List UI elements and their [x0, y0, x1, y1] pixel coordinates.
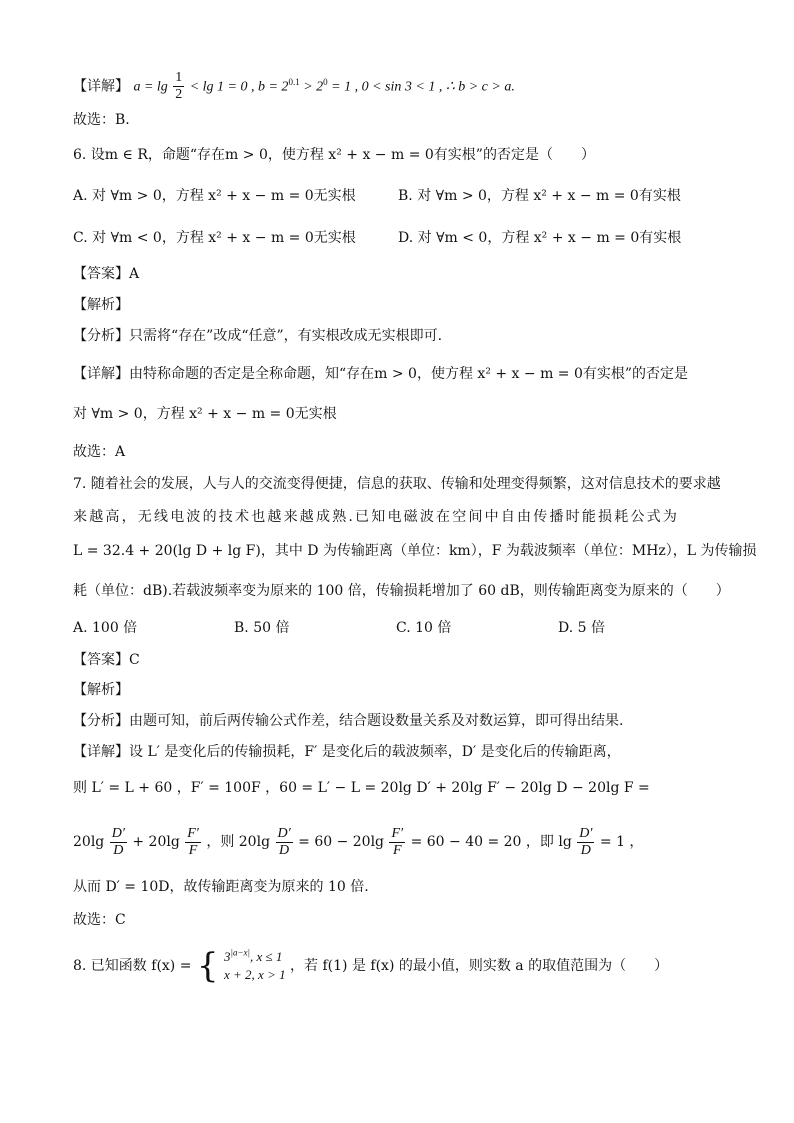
q6-detail-line2: 对 ∀m > 0，方程 x² + x − m = 0无实根 [73, 406, 337, 422]
case-2: x + 2, x > 1 [224, 967, 286, 982]
eq2-frac-1 [110, 826, 127, 859]
q8-stem-b: ，若 f(1) 是 f(x) 的最小值，则实数 a 的取值范围为（ ） [290, 958, 669, 974]
eq2-frac-2 [185, 826, 201, 859]
eq2-d: = 60 − 20lg [298, 834, 385, 850]
frac-num: D′ [277, 825, 291, 841]
q7-answer-line [73, 650, 140, 670]
fenxi-text: 由题可知，前后两传输公式作差，结合题设数量关系及对数运算，即可得出结果. [129, 713, 624, 729]
fenxi-tag: 【分析】 [73, 713, 129, 729]
frac-num: F′ [187, 825, 199, 841]
q6-choice: 故选：A [73, 444, 126, 460]
q8-stem [73, 944, 668, 988]
case-1 [224, 948, 286, 966]
q7-equation-2 [73, 822, 643, 862]
q6-option-b: B. 对 ∀m > 0，方程 x² + x − m = 0有实根 [398, 188, 681, 204]
answer-value: A [129, 266, 140, 282]
q5-math-a: a = lg [133, 79, 168, 95]
frac-num: F′ [391, 825, 404, 841]
eq2-b: + 20lg [132, 834, 180, 850]
q6-option-a: A. 对 ∀m > 0，方程 x² + x − m = 0无实根 [73, 188, 356, 204]
case1-cond: , x ≤ 1 [250, 949, 283, 964]
brace-icon: { [196, 946, 219, 986]
frac-num: D′ [111, 825, 125, 841]
q7-conclusion: 从而 D′ = 10D，故传输距离变为原来的 10 倍. [73, 879, 369, 895]
q7-fenxi-line [73, 711, 623, 731]
q5-frac-den: 2 [175, 87, 183, 102]
detail-text: 设 L′ 是变化后的传输损耗，F′ 是变化后的载波频率，D′ 是变化后的传输距离， [129, 744, 621, 760]
q7-equation-1: 则 L′ = L + 60 ，F′ = 100F ，60 = L′ − L = 20lg D′ + 20lg F′ − 20lg D − 20lg F = [73, 780, 650, 796]
q5-exp2: 0 [323, 76, 328, 87]
q7-option-c: C. 10 倍 [396, 620, 452, 636]
q7-stem-2: 来越高，无线电波的技术也越来越成熟.已知电磁波在空间中自由传播时能损耗公式为 [73, 509, 680, 525]
q7-choice: 故选：C [73, 912, 126, 928]
q6-detail-line [73, 364, 688, 384]
frac-den: D [113, 842, 124, 858]
q8-stem-a: 8. 已知函数 f(x) = [73, 958, 192, 974]
q7-option-d: D. 5 倍 [558, 620, 605, 636]
q6-option-d: D. 对 ∀m < 0，方程 x² + x − m = 0有实根 [398, 230, 682, 246]
q5-math-d: = 1 , 0 < sin 3 < 1 , ∴ b > c > a. [327, 79, 515, 95]
q6-option-c: C. 对 ∀m < 0，方程 x² + x − m = 0无实根 [73, 230, 356, 246]
q6-fenxi-line [73, 326, 442, 346]
q5-answer: 故选：B. [73, 112, 130, 128]
q7-stem-1: 7. 随着社会的发展，人与人的交流变得便捷，信息的获取、传输和处理变得频繁，这对信息技术的要求越 [73, 476, 721, 492]
q7-option-b: B. 50 倍 [234, 620, 290, 636]
q5-math-c: > 2 [299, 79, 324, 95]
q5-exp1: 0.1 [288, 76, 300, 87]
eq2-e: = 60 − 40 = 20 ，即 lg [410, 834, 572, 850]
piecewise-cases [224, 948, 286, 984]
fenxi-tag: 【分析】 [73, 328, 129, 344]
eq2-a: 20lg [73, 834, 105, 850]
eq2-c: ，则 20lg [206, 834, 271, 850]
frac-den: F [393, 842, 402, 858]
eq2-frac-4 [389, 826, 405, 859]
frac-den: D [279, 842, 290, 858]
q5-fraction [173, 70, 184, 103]
q5-math-b: < lg 1 = 0 , b = 2 [189, 79, 289, 95]
q7-detail-line [73, 742, 621, 762]
answer-tag: 【答案】 [73, 652, 129, 668]
q5-frac-num: 1 [175, 70, 183, 85]
frac-den: D [580, 842, 591, 858]
eq2-frac-5 [577, 826, 594, 859]
detail-tag: 【详解】 [73, 744, 129, 760]
q6-stem: 6. 设m ∈ R，命题“存在m > 0，使方程 x² + x − m = 0有实根”的否定是（ ） [73, 147, 595, 163]
analysis-tag: 【解析】 [73, 297, 129, 313]
q6-answer-line [73, 264, 139, 284]
analysis-tag: 【解析】 [73, 682, 129, 698]
frac-num: D′ [579, 825, 593, 841]
q5-detail-line [73, 70, 515, 103]
detail-tag: 【详解】 [73, 78, 129, 95]
frac-den: F [188, 842, 198, 858]
q7-stem-3: L = 32.4 + 20(lg D + lg F)，其中 D 为传输距离（单位：km），F 为载波频率（单位：MHz），L 为传输损 [73, 543, 757, 559]
answer-tag: 【答案】 [73, 266, 129, 282]
answer-value: C [129, 652, 140, 668]
detail-text: 由特称命题的否定是全称命题，知“存在m > 0，使方程 x² + x − m = 0有实根”的否定是 [129, 366, 689, 382]
q7-stem-4: 耗（单位：dB).若载波频率变为原来的 100 倍，传输损耗增加了 60 dB，则传输距离变为原来的（ ） [73, 583, 730, 599]
fenxi-text: 只需将“存在”改成“任意”，有实根改成无实根即可. [129, 328, 443, 344]
case1-base: 3 [224, 949, 231, 964]
q7-option-a: A. 100 倍 [73, 620, 138, 636]
detail-tag: 【详解】 [73, 366, 129, 382]
eq2-f: = 1 ， [599, 834, 644, 850]
case1-exp: |a−x| [230, 947, 251, 958]
eq2-frac-3 [276, 826, 293, 859]
